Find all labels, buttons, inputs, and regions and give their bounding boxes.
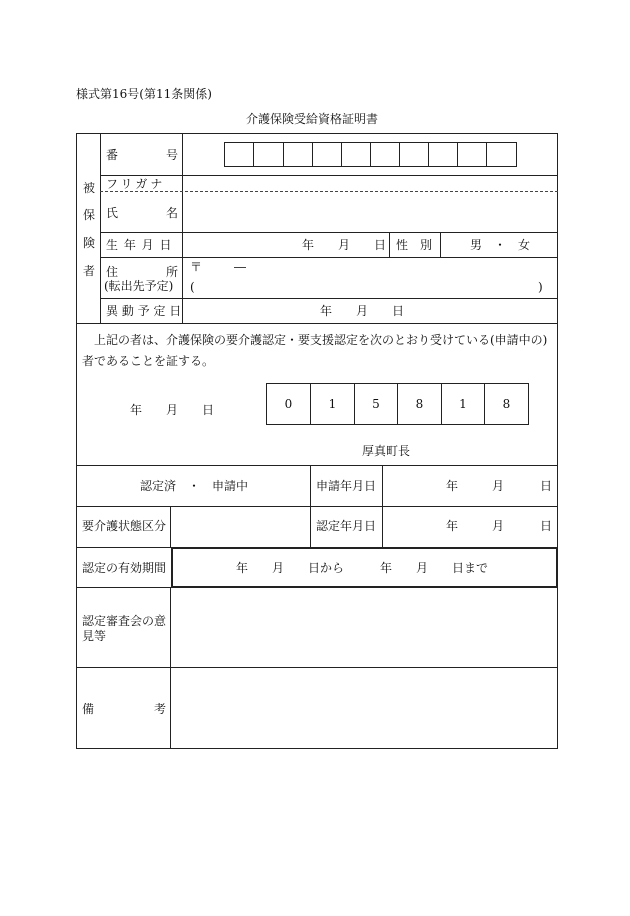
validity-label: 認定の有効期間 — [82, 561, 167, 575]
number-digit-box[interactable] — [313, 143, 342, 166]
opinion-label-line-1: 認定審査会の意 — [82, 614, 167, 628]
insurer-digit: 0 — [267, 384, 311, 424]
application-month-unit: 月 — [492, 479, 505, 493]
address-paren-close: ) — [538, 280, 543, 294]
certified-month-unit: 月 — [492, 519, 505, 533]
statement-month-unit: 月 — [166, 403, 179, 417]
number-digit-box[interactable] — [400, 143, 429, 166]
insured-number-boxes[interactable] — [224, 142, 517, 167]
number-digit-box[interactable] — [284, 143, 313, 166]
address-label-1: 住 — [106, 265, 119, 279]
insured-char-2: 保 — [83, 208, 96, 222]
care-level-label: 要介護状態区分 — [82, 519, 167, 533]
address-sub-label: (転出先予定) — [104, 279, 174, 293]
postal-dash: ― — [234, 260, 246, 274]
birth-month-unit: 月 — [338, 238, 351, 252]
move-month-unit: 月 — [356, 304, 369, 318]
name-label-1: 氏 — [106, 206, 119, 220]
name-label-2: 名 — [166, 206, 179, 220]
birth-year-unit: 年 — [302, 238, 315, 252]
sex-options[interactable]: 男 ・ 女 — [470, 238, 531, 252]
address-paren-open: ( — [190, 280, 195, 294]
insured-char-1: 被 — [83, 181, 96, 195]
sex-label: 性 別 — [396, 238, 433, 252]
certified-day-unit: 日 — [540, 519, 553, 533]
insurer-digit: 1 — [442, 384, 485, 424]
number-digit-box[interactable] — [225, 143, 254, 166]
number-digit-box[interactable] — [342, 143, 371, 166]
statement-year-unit: 年 — [130, 403, 143, 417]
move-day-unit: 日 — [392, 304, 405, 318]
insurer-digit: 8 — [398, 384, 442, 424]
statement-day-unit: 日 — [202, 403, 215, 417]
number-label-2: 号 — [166, 148, 179, 162]
number-digit-box[interactable] — [458, 143, 487, 166]
move-year-unit: 年 — [320, 304, 333, 318]
application-day-unit: 日 — [540, 479, 553, 493]
move-label: 異 動 予 定 日 — [106, 304, 182, 318]
opinion-label-line-2: 見等 — [82, 629, 107, 643]
postal-mark: 〒 — [190, 260, 203, 274]
document-title: 介護保険受給資格証明書 — [246, 112, 379, 126]
birth-label: 生 年 月 日 — [106, 238, 173, 252]
statement-line-2: 者であることを証する。 — [82, 354, 215, 368]
remarks-row — [76, 667, 558, 749]
furigana-label: フリガナ — [106, 177, 166, 191]
application-date-label: 申請年月日 — [316, 479, 377, 493]
insured-char-4: 者 — [83, 264, 96, 278]
number-digit-box[interactable] — [371, 143, 400, 166]
number-digit-box[interactable] — [254, 143, 284, 166]
form-number: 様式第16号(第11条関係) — [76, 87, 212, 101]
birth-day-unit: 日 — [374, 238, 387, 252]
remarks-label-1: 備 — [82, 702, 95, 716]
remarks-label-2: 考 — [154, 702, 167, 716]
validity-period-text: 年 月 日から 年 月 日まで — [236, 561, 489, 575]
issuer-name: 厚真町長 — [362, 444, 411, 458]
insurer-digit: 8 — [502, 397, 511, 411]
address-label-2: 所 — [166, 265, 179, 279]
insurer-digit: 1 — [311, 384, 355, 424]
number-label-1: 番 — [106, 148, 119, 162]
number-digit-box[interactable] — [429, 143, 458, 166]
certified-year-unit: 年 — [446, 519, 459, 533]
statement-line-1: 上記の者は、介護保険の要介護認定・要支援認定を次のとおり受けている(申請中の) — [94, 333, 548, 347]
insurer-digit: 5 — [355, 384, 398, 424]
insurer-number-boxes — [266, 383, 529, 425]
insured-char-3: 険 — [83, 236, 96, 250]
certification-status[interactable]: 認定済 ・ 申請中 — [140, 479, 249, 493]
certified-date-label: 認定年月日 — [316, 519, 377, 533]
application-year-unit: 年 — [446, 479, 459, 493]
